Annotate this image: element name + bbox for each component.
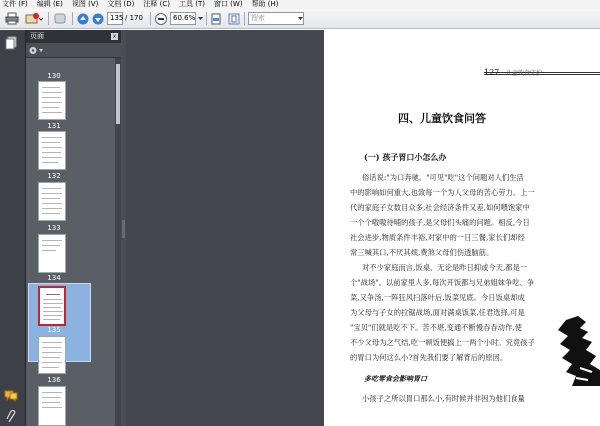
menu-document[interactable]: 文档 (D) [107, 0, 135, 8]
thumbnail-label-130: 130 [47, 72, 61, 80]
panel-title: 页面 [30, 32, 44, 40]
page-header-text: 儿童饮食守护 [506, 70, 543, 77]
menu-bar [0, 0, 600, 9]
paragraph-line: 常三喊其口,不厌其烦,费煞父母们伤透脑筋。 [350, 248, 494, 257]
arrow-up-icon [77, 13, 89, 25]
menu-help[interactable]: 帮助 (H) [251, 0, 279, 8]
comments-panel-button[interactable] [4, 390, 18, 402]
thumbnail-131[interactable] [38, 81, 66, 120]
envelope-icon [25, 12, 43, 25]
toolbar [0, 9, 600, 29]
arrow-down-icon [92, 13, 104, 25]
printer-icon [5, 12, 19, 25]
paragraph-line: 俗话说:"为口奔驰。"可见"吃"这个问题对人们生活 [362, 173, 524, 182]
thumbnail-134[interactable] [38, 234, 66, 273]
hand-icon [53, 12, 67, 25]
email-button[interactable] [24, 11, 44, 26]
subheading: 多吃零食会影响胃口 [364, 374, 427, 383]
thumbnails-options-bar [26, 43, 121, 58]
comment-bubble-icon [4, 390, 18, 402]
paragraph-line: 为父母与子女的拉锯战场,面对满桌饭菜,任君选择,可是 [350, 308, 525, 317]
thumbnail-label-135: 135 [47, 326, 61, 334]
document-canvas [126, 30, 324, 426]
thumbnail-label-131: 131 [47, 122, 61, 130]
thumbnail-132[interactable] [38, 131, 66, 170]
menu-file[interactable]: 文件 (F) [2, 0, 28, 8]
paragraph-line: 小孩子之所以胃口那么小,有时候并非因为他们食量 [362, 394, 525, 403]
menu-window[interactable]: 窗口 (W) [213, 0, 243, 8]
thumbnail-options-button[interactable] [28, 45, 44, 56]
navigation-panel [0, 30, 26, 426]
thumbnail-137[interactable] [38, 386, 66, 426]
page-thumbnails-panel [26, 30, 121, 426]
zoom-dropdown-button[interactable] [196, 11, 204, 26]
page-number-input[interactable]: 135 [107, 12, 123, 25]
page-header-number: 127 [484, 68, 500, 77]
paragraph-line: 对不少家庭而言,饭桌、无论是昨日抑或今天,都是一 [362, 263, 528, 272]
paragraph-line: 中的影响如何重大,也致每一个为人父母的苦心劳力。上一 [350, 188, 535, 197]
pages-icon [5, 36, 17, 50]
scrollbar-thumb[interactable] [116, 64, 120, 124]
next-page-button[interactable] [91, 11, 105, 26]
paragraph-line: 社会进步,物质条件丰裕,对家中的一日三餐,家长们却经 [350, 233, 525, 242]
paragraph-line: 菜,又争汤,一阵狂风扫落叶后,饭菜见底。今日饭桌却成 [350, 293, 525, 302]
thumbnail-135[interactable] [38, 286, 66, 326]
chapter-title: 四、儿童饮食问答 [398, 112, 486, 125]
thumbnail-label-132: 132 [47, 172, 61, 180]
search-dropdown-button[interactable] [296, 11, 304, 26]
thumbnail-label-133: 133 [47, 224, 61, 232]
thumbnail-136[interactable] [38, 336, 66, 374]
paragraph-line: 一个个嗷嗷待哺的孩子,是父母们头痛的问题。相反,今日 [350, 218, 530, 227]
paragraph-line: 个"战场"。以前家里人多,每次开饭都与兄弟姐妹争吃、争 [350, 278, 535, 287]
menu-edit[interactable]: 编辑 (E) [36, 0, 63, 8]
fit-page-icon [228, 13, 240, 25]
options-gear-icon [28, 45, 44, 56]
paragraph-line: 不少父母为之气结,吃一顿饭便搞上一两个小时。究竟孩子 [350, 338, 535, 347]
thumbnail-133[interactable] [38, 182, 66, 221]
page-total: / 170 [125, 14, 143, 22]
paperclip-icon [5, 410, 17, 424]
previous-page-button[interactable] [76, 11, 90, 26]
pages-panel-button[interactable] [5, 36, 17, 50]
chevron-down-icon [197, 15, 204, 22]
section-title: (一) 孩子胃口小怎么办 [364, 152, 447, 162]
paragraph-line: 的胃口为何这么小?首先我们要了解背后的原因。 [350, 353, 508, 362]
menu-view[interactable]: 视图 (V) [71, 0, 99, 8]
zoom-in-button[interactable] [156, 11, 168, 26]
search-input[interactable]: 搜索 [248, 12, 304, 25]
fit-width-button[interactable] [209, 11, 223, 26]
zoom-input[interactable]: 60.6% [170, 12, 196, 25]
thumbnail-label-134: 134 [47, 274, 61, 282]
search-chevron-icon [297, 15, 304, 22]
print-button[interactable] [4, 11, 20, 26]
menu-tools[interactable]: 工具 (T) [178, 0, 205, 8]
paragraph-line: 代的家庭子女数目众多,社会经济条件又差,如何喂饱家中 [350, 203, 530, 212]
thumbnail-label-136: 136 [47, 376, 61, 384]
fit-width-icon [210, 13, 222, 25]
attachments-panel-button[interactable] [5, 410, 17, 424]
hand-tool-button[interactable] [52, 11, 68, 26]
menu-comments[interactable]: 注释 (C) [143, 0, 170, 8]
fit-page-button[interactable] [227, 11, 241, 26]
document-page [324, 30, 600, 426]
close-panel-button[interactable]: x [112, 33, 117, 40]
thumbnails-header [26, 30, 121, 43]
paragraph-line: "宝贝"们就是吃不下。苦不堪,变通不断慢吞吞动作,使 [350, 323, 522, 332]
